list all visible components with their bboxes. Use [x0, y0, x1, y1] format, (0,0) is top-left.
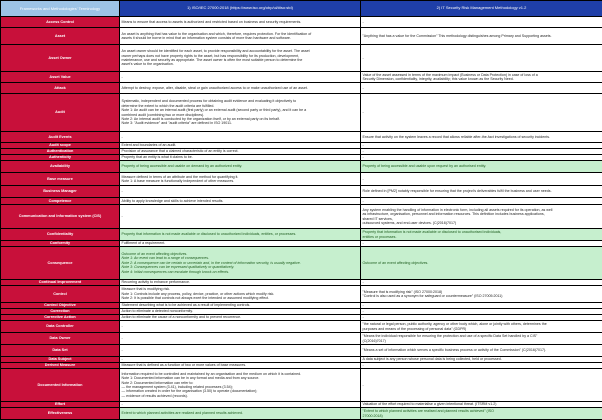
iso-definition-cell[interactable] — [120, 17, 361, 28]
definition-line: - — [363, 383, 601, 387]
definition-line: determine the extent to which the audit criteria are fulfilled. — [122, 104, 359, 108]
definition-line: Action to eliminate a detected nonconformity. — [122, 309, 359, 313]
table-row — [1, 286, 602, 303]
definition-line: Measure that is defined as a function of two or more values of base measures. — [122, 363, 359, 367]
table-row — [1, 186, 602, 198]
itsrm-definition-cell[interactable] — [361, 45, 602, 72]
table-row — [1, 28, 602, 45]
definition-line: "Means the individual responsible for ensuring the protection and use of a specific Data Set handled by a CIS" — [363, 334, 601, 338]
iso-definition-cell[interactable] — [120, 186, 361, 198]
table-row — [1, 173, 602, 186]
definition-line: Measure that is modifying risk. — [122, 287, 359, 291]
definition-line: — the management system (3.41), including related processes (3.54); — [122, 385, 359, 389]
header-terminology: Frameworks and Methodologies' Terminology — [1, 1, 120, 17]
definition-line: outsourced systems, and end-user devices. (C(2016)7017) — [363, 221, 601, 225]
term-cell[interactable]: Continual Improvement — [1, 280, 120, 286]
definition-line: Note 2: A consequence can be certain or uncertain and, in the context of information security, is usually negative. — [122, 261, 359, 265]
definition-line: - — [363, 199, 601, 203]
definition-line: purposes and means of the processing of personal data" (GDPR) — [363, 327, 601, 331]
header-iso-27000: 1) ISO/IEC 27000:2018 (https://www.iso.org/obp/ui/#iso:std) — [120, 1, 361, 17]
definition-line: Fulfilment of a requirement. — [122, 241, 359, 245]
term-cell[interactable]: Data Set — [1, 345, 120, 357]
iso-definition-cell[interactable] — [120, 132, 361, 143]
iso-definition-cell[interactable] — [120, 72, 361, 83]
term-cell[interactable]: Confidentiality — [1, 229, 120, 241]
definition-line: Property that an entity is what it claims to be. — [122, 155, 359, 159]
definition-line: Measure defined in terms of an attribute and the method for quantifying it. — [122, 175, 359, 179]
definition-line: "Anything that has a value for the Commission" This methodology distinguishes among Primary and Supporting assets. — [363, 34, 601, 38]
definition-line: Property that information is not made available or disclosed to unauthorized individuals, entities, or processes. — [122, 232, 359, 236]
definition-line: Ensure that activity on the system leaves a record that allows reliable after-the-fact investigations of security incidents. — [363, 135, 601, 139]
definition-line: 27000:2018) — [363, 414, 601, 418]
term-cell[interactable]: Access Control — [1, 17, 120, 28]
table-row — [1, 17, 602, 28]
definition-line: Outcome of an event affecting objectives. — [122, 252, 359, 256]
definition-line: - — [363, 86, 601, 90]
term-cell[interactable]: Asset — [1, 28, 120, 45]
iso-definition-cell[interactable] — [120, 321, 361, 333]
definition-line: asset's value to the organisation. — [122, 62, 359, 66]
definition-line: - — [363, 303, 601, 307]
definition-line: Extent and boundaries of an audit. — [122, 143, 359, 147]
iso-definition-cell[interactable] — [120, 173, 361, 186]
term-cell[interactable]: Effort — [1, 402, 120, 408]
itsrm-definition-cell[interactable] — [361, 345, 602, 357]
itsrm-definition-cell[interactable] — [361, 28, 602, 45]
term-cell[interactable]: Data Controller — [1, 321, 120, 333]
term-cell[interactable]: Asset Value — [1, 72, 120, 83]
definition-line: Value of the asset assessed in terms of the maximum impact (Business or Data Protection) in case of loss of a — [363, 73, 601, 77]
term-cell[interactable]: Correction — [1, 309, 120, 315]
itsrm-definition-cell[interactable] — [361, 205, 602, 229]
definition-line: Note 3: "Audit evidence" and "audit criteria" are defined in ISO 19011. — [122, 121, 359, 125]
itsrm-definition-cell[interactable] — [361, 161, 602, 173]
header-itsrm: 2) IT Security Risk Management Methodology v1.2 — [361, 1, 602, 17]
definition-line: "Measure that is modifying risk" (ISO 27000:2018) — [363, 290, 601, 294]
itsrm-definition-cell[interactable] — [361, 333, 602, 345]
definition-line: Provision of assurance that a claimed characteristic of an entity is correct. — [122, 149, 359, 153]
definition-line: "Extent to which planned activities are realised and planned results achieved" (ISO — [363, 409, 601, 413]
definition-line: - — [363, 363, 601, 367]
definition-line: - — [363, 309, 601, 313]
definition-line: Systematic, independent and documented process for obtaining audit evidence and evaluating it objectively to — [122, 99, 359, 103]
iso-definition-cell[interactable] — [120, 94, 361, 132]
iso-definition-cell[interactable] — [120, 205, 361, 229]
term-cell[interactable]: Base measure — [1, 173, 120, 186]
definition-line: Note 1: An audit can be an internal audit (first party) or an external audit (second party or third party), and it can be a — [122, 108, 359, 112]
definition-line: Security Dimension, confidentiality, integrity, availability; this value known as the Security Need. — [363, 77, 601, 81]
definition-line: "Control is also used as a synonym for safeguard or countermeasure" (ISO 27005:2011) — [363, 294, 601, 298]
itsrm-definition-cell[interactable] — [361, 286, 602, 303]
table-row — [1, 247, 602, 280]
definition-line: "Means a set of information which serves a specific business process or activity of the Commission" (C(2016)7017). — [363, 348, 601, 352]
table-row — [1, 161, 602, 173]
itsrm-definition-cell[interactable] — [361, 229, 602, 241]
iso-definition-cell[interactable] — [120, 45, 361, 72]
definition-line: Note 2: It is possible that controls not always exert the intended or assumed modifying effect. — [122, 296, 359, 300]
itsrm-definition-cell[interactable] — [361, 321, 602, 333]
definition-line: Extent to which planned activities are realized and planned results achieved. — [122, 411, 359, 415]
term-cell[interactable]: Control Objective — [1, 303, 120, 309]
itsrm-definition-cell[interactable] — [361, 132, 602, 143]
definition-line: Means to ensure that access to assets is authorized and restricted based on business and security requirements. — [122, 20, 359, 24]
definition-line: - — [363, 149, 601, 153]
itsrm-definition-cell[interactable] — [361, 17, 602, 28]
term-cell[interactable]: Consequence — [1, 247, 120, 280]
table-row — [1, 408, 602, 420]
table-row — [1, 198, 602, 205]
itsrm-definition-cell[interactable] — [361, 83, 602, 94]
definition-line: - — [363, 241, 601, 245]
definition-line: Note 3: Consequences can be expressed qualitatively or quantitatively. — [122, 265, 359, 269]
definition-line: - — [122, 135, 359, 139]
term-cell[interactable]: Audit — [1, 94, 120, 132]
definition-line: - — [122, 324, 359, 328]
iso-definition-cell[interactable] — [120, 408, 361, 420]
definition-line: Note 1: An event can lead to a range of consequences. — [122, 256, 359, 260]
table-row — [1, 132, 602, 143]
table-row — [1, 72, 602, 83]
definition-line: Note 1: A base measure is functionally independent of other measures. — [122, 179, 359, 183]
term-cell[interactable]: Control — [1, 286, 120, 303]
term-cell[interactable]: Communication and Information system (CIS) — [1, 205, 120, 229]
definition-line: Information required to be controlled and maintained by an organisation and the medium on which it is contained. — [122, 372, 359, 376]
definition-line: Property of being accessible and usable upon request by an authorised entity. — [363, 164, 601, 168]
term-cell[interactable]: Attack — [1, 83, 120, 94]
definition-line: A data subject is any person whose personal data is being collected, held or processed. — [363, 357, 601, 361]
definition-line: - — [363, 155, 601, 159]
definition-line: - — [122, 75, 359, 79]
iso-definition-cell[interactable] — [120, 345, 361, 357]
definition-line: Note 4: Initial consequences can escalate through knock-on effects. — [122, 270, 359, 274]
itsrm-definition-cell[interactable] — [361, 247, 602, 280]
definition-line: — information created in order for the organisation (3.50) to operate (documentation); — [122, 389, 359, 393]
iso-definition-cell[interactable] — [120, 286, 361, 303]
definition-line: An asset owner should be identified for each asset, to provide responsibility and accountability for the asset. The asset — [122, 49, 359, 53]
definition-line: - — [363, 110, 601, 114]
table-row — [1, 45, 602, 72]
definition-line: Property that information is not made available or disclosed to unauthorised individuals, — [363, 230, 601, 234]
definition-line: Outcome of an event affecting objectives. — [363, 261, 601, 265]
table-row — [1, 333, 602, 345]
definition-line: - — [122, 336, 359, 340]
definition-line: An asset is anything that has value to the organisation and which, therefore, requires protection. For the identification of — [122, 32, 359, 36]
iso-definition-cell[interactable] — [120, 161, 361, 173]
definition-line: Ability to apply knowledge and skills to achieve intended results. — [122, 199, 359, 203]
definition-line: (C(2016)7017) — [363, 339, 601, 343]
iso-definition-cell[interactable] — [120, 333, 361, 345]
definition-line: Property of being accessible and usable on demand by an authorized entity. — [122, 164, 359, 168]
definition-line: as infrastructure, organisation, personnel and information resources. This definition includes business applications, — [363, 212, 601, 216]
definition-line: Attempt to destroy, expose, alter, disable, steal or gain unauthorized access to or make unauthorized use of an asset. — [122, 86, 359, 90]
iso-definition-cell[interactable] — [120, 83, 361, 94]
definition-line: - — [363, 280, 601, 284]
definition-line: Valuation of the effort required to materialise a given intentional threat. (ITSRM v1.2) — [363, 402, 601, 406]
term-cell[interactable]: Authentication — [1, 149, 120, 155]
itsrm-definition-cell[interactable] — [361, 72, 602, 83]
term-cell[interactable]: Availability — [1, 161, 120, 173]
definition-line: - — [122, 402, 359, 406]
definition-line: Any system enabling the handling of information in electronic form, including all assets required for its operation, as well — [363, 208, 601, 212]
definition-line: Note 2: Documented information can refer to: — [122, 381, 359, 385]
table-row — [1, 205, 602, 229]
definition-line: - — [122, 348, 359, 352]
definition-line: Note 1: Controls include any process, policy, device, practice, or other actions which modify risk. — [122, 292, 359, 296]
itsrm-definition-cell[interactable] — [361, 408, 602, 420]
definition-line: Action to eliminate the cause of a nonconformity and to prevent recurrence. — [122, 315, 359, 319]
term-cell[interactable]: Data Subject — [1, 357, 120, 363]
definition-line: maintenance, use and security as appropriate. The asset owner is often the most suitable person to determine the — [122, 58, 359, 62]
definition-line: Statement describing what is to be achieved as a result of implementing controls. — [122, 303, 359, 307]
term-cell[interactable]: Data Owner — [1, 333, 120, 345]
itsrm-definition-cell[interactable] — [361, 173, 602, 186]
definition-line: assets it should be borne in mind that an information system consists of more than hardware and software. — [122, 36, 359, 40]
table-row — [1, 229, 602, 241]
definition-line: owner perhaps does not have property rights to the asset, but has responsibility for its production, development, — [122, 54, 359, 58]
definition-line: - — [363, 20, 601, 24]
table-row — [1, 345, 602, 357]
definition-line: - — [122, 189, 359, 193]
definition-line: combined audit (combining two or more disciplines). — [122, 113, 359, 117]
definition-line: - — [363, 177, 601, 181]
definition-line: Recurring activity to enhance performance. — [122, 280, 359, 284]
term-cell[interactable]: Corrective Action — [1, 315, 120, 321]
definition-line: Note 1: Documented information can be in any format and media and from any source. — [122, 376, 359, 380]
itsrm-definition-cell[interactable] — [361, 94, 602, 132]
iso-definition-cell[interactable] — [120, 229, 361, 241]
term-cell[interactable]: Derived Measure — [1, 363, 120, 369]
term-cell[interactable]: Business Manager — [1, 186, 120, 198]
term-cell[interactable]: Authenticity — [1, 155, 120, 161]
definition-line: Role defined in [PM2] notably responsible for ensuring that the project's deliverables fulfil the business and user needs. — [363, 189, 601, 193]
iso-definition-cell[interactable] — [120, 369, 361, 402]
term-cell[interactable]: Audit scope — [1, 143, 120, 149]
table-row — [1, 369, 602, 402]
definition-line: - — [122, 214, 359, 218]
definition-line: - — [363, 56, 601, 60]
itsrm-definition-cell[interactable] — [361, 186, 602, 198]
header-row — [1, 1, 602, 17]
term-cell[interactable]: Documented Information — [1, 369, 120, 402]
definition-line: — evidence of results achieved (records). — [122, 394, 359, 398]
table-row — [1, 83, 602, 94]
definition-line: Note 2: An internal audit is conducted by the organization itself, or by an external party on its behalf. — [122, 117, 359, 121]
term-cell[interactable]: Conformity — [1, 241, 120, 247]
definition-line: "the natural or legal person, public authority, agency or other body which, alone or jointly with others, determines the — [363, 322, 601, 326]
itsrm-definition-cell[interactable] — [361, 369, 602, 402]
term-cell[interactable]: Asset Owner — [1, 45, 120, 72]
definition-line: - — [363, 315, 601, 319]
definition-line: - — [363, 143, 601, 147]
itsrm-definition-cell[interactable] — [361, 198, 602, 205]
term-cell[interactable]: Competence — [1, 198, 120, 205]
term-cell[interactable]: Effectiveness — [1, 408, 120, 420]
term-cell[interactable]: Audit Events — [1, 132, 120, 143]
definition-line: entities or processes. — [363, 235, 601, 239]
table-row — [1, 321, 602, 333]
iso-definition-cell[interactable] — [120, 198, 361, 205]
iso-definition-cell[interactable] — [120, 28, 361, 45]
definition-line: - — [122, 357, 359, 361]
table-row — [1, 94, 602, 132]
iso-definition-cell[interactable] — [120, 247, 361, 280]
definition-line: shared IT services, — [363, 217, 601, 221]
